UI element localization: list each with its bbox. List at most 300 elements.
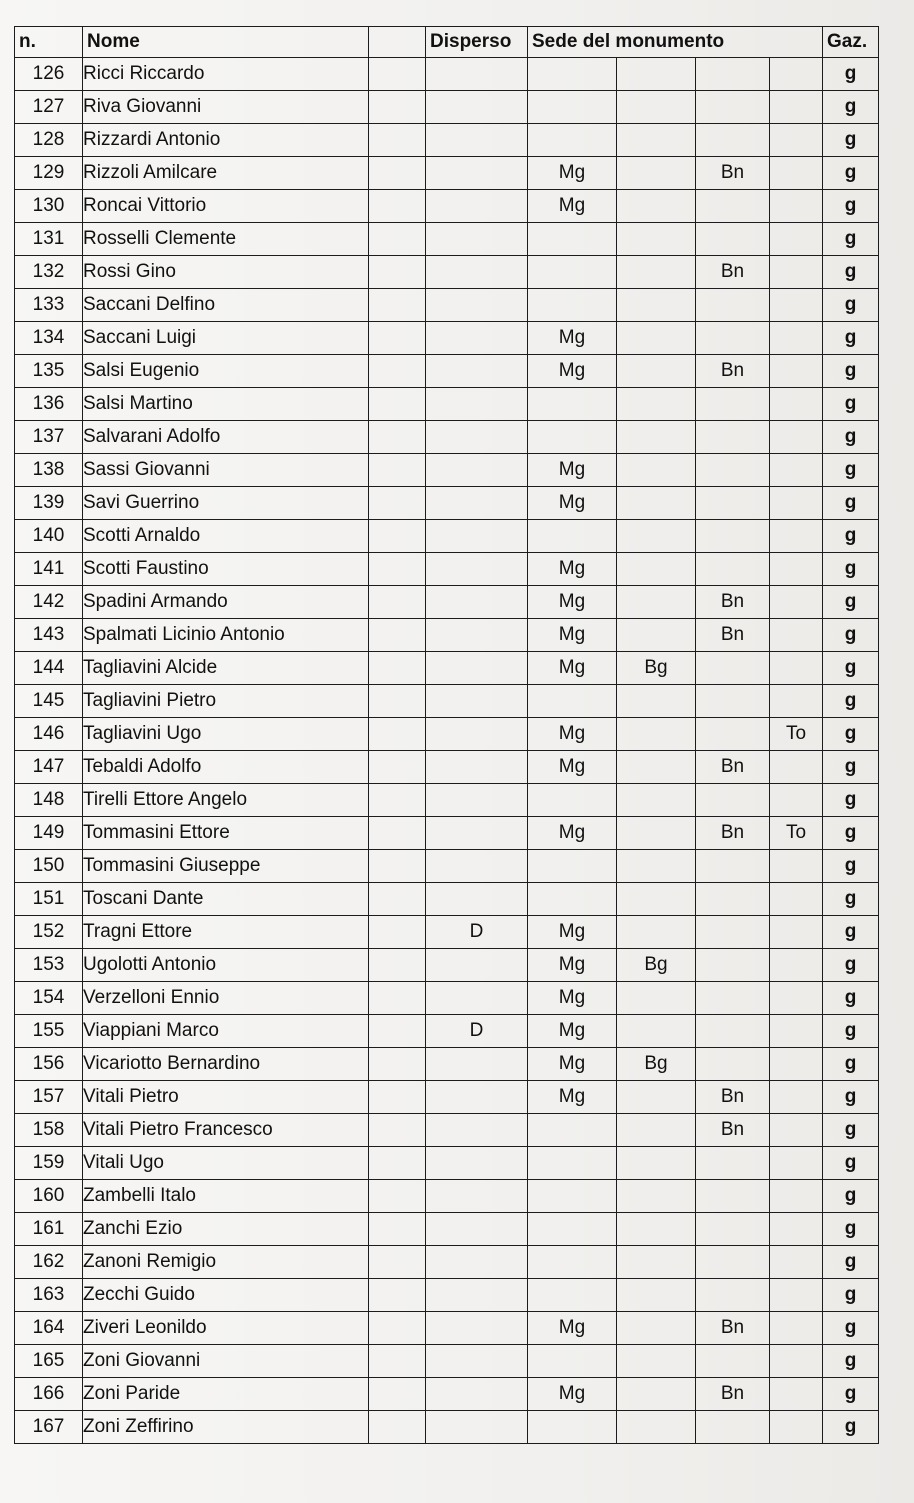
cell-number: 167 [15,1411,83,1444]
cell-blank [369,1147,426,1180]
cell-number: 161 [15,1213,83,1246]
cell-sede-to [770,883,823,916]
cell-blank [369,1246,426,1279]
cell-disperso [426,1081,528,1114]
cell-sede-bg: Bg [617,949,696,982]
cell-gaz: g [823,1180,879,1213]
cell-sede-bg [617,91,696,124]
cell-blank [369,355,426,388]
cell-name: Zecchi Guido [83,1279,369,1312]
cell-gaz: g [823,1213,879,1246]
cell-number: 158 [15,1114,83,1147]
table-row [15,1279,879,1312]
cell-disperso [426,1279,528,1312]
cell-number: 131 [15,223,83,256]
cell-sede-to [770,553,823,586]
cell-gaz: g [823,1345,879,1378]
cell-sede-bn [696,652,770,685]
cell-sede-bg [617,520,696,553]
cell-blank [369,685,426,718]
cell-gaz: g [823,586,879,619]
cell-sede-bn [696,1180,770,1213]
cell-blank [369,982,426,1015]
cell-gaz: g [823,916,879,949]
cell-sede-to [770,1378,823,1411]
cell-sede-mg: Mg [528,916,617,949]
cell-blank [369,1279,426,1312]
cell-disperso [426,1048,528,1081]
cell-number: 140 [15,520,83,553]
cell-sede-bn [696,1411,770,1444]
cell-number: 160 [15,1180,83,1213]
cell-sede-mg: Mg [528,190,617,223]
table-row [15,421,879,454]
cell-sede-bg [617,1378,696,1411]
cell-blank [369,1180,426,1213]
cell-name: Scotti Faustino [83,553,369,586]
cell-blank [369,1081,426,1114]
cell-gaz: g [823,1147,879,1180]
cell-sede-mg [528,223,617,256]
cell-blank [369,520,426,553]
cell-blank [369,916,426,949]
cell-sede-bn: Bn [696,817,770,850]
cell-sede-mg: Mg [528,949,617,982]
cell-sede-bn [696,1147,770,1180]
cell-sede-to [770,322,823,355]
cell-sede-to: To [770,718,823,751]
cell-gaz: g [823,619,879,652]
cell-sede-bn [696,1048,770,1081]
cell-sede-to [770,850,823,883]
cell-gaz: g [823,1246,879,1279]
table-row [15,1081,879,1114]
cell-blank [369,652,426,685]
cell-gaz: g [823,751,879,784]
cell-sede-mg: Mg [528,355,617,388]
cell-gaz: g [823,784,879,817]
cell-disperso [426,322,528,355]
table-row [15,1312,879,1345]
cell-gaz: g [823,1048,879,1081]
table-row [15,850,879,883]
cell-blank [369,1048,426,1081]
cell-gaz: g [823,124,879,157]
cell-sede-bg [617,1345,696,1378]
table-row [15,322,879,355]
table-row [15,652,879,685]
cell-disperso [426,355,528,388]
cell-number: 148 [15,784,83,817]
cell-name: Toscani Dante [83,883,369,916]
cell-sede-bg [617,817,696,850]
cell-number: 143 [15,619,83,652]
cell-sede-bn: Bn [696,1114,770,1147]
cell-sede-to [770,685,823,718]
table-row [15,256,879,289]
table-row [15,58,879,91]
cell-sede-mg: Mg [528,1312,617,1345]
cell-number: 128 [15,124,83,157]
header-disperso: Disperso [426,27,528,58]
cell-blank [369,1114,426,1147]
cell-sede-bg [617,223,696,256]
cell-blank [369,949,426,982]
cell-sede-to [770,223,823,256]
cell-sede-to [770,58,823,91]
cell-gaz: g [823,1081,879,1114]
table-row [15,1015,879,1048]
cell-sede-bn [696,949,770,982]
table-row [15,1345,879,1378]
cell-number: 127 [15,91,83,124]
cell-disperso [426,91,528,124]
cell-name: Tagliavini Pietro [83,685,369,718]
table-row [15,1114,879,1147]
cell-disperso [426,949,528,982]
cell-name: Vitali Pietro Francesco [83,1114,369,1147]
cell-sede-bn: Bn [696,355,770,388]
cell-sede-bn [696,58,770,91]
cell-sede-bg [617,1114,696,1147]
cell-number: 157 [15,1081,83,1114]
cell-name: Sassi Giovanni [83,454,369,487]
cell-sede-bg [617,1312,696,1345]
cell-sede-bg [617,916,696,949]
cell-sede-to [770,1246,823,1279]
cell-gaz: g [823,520,879,553]
cell-sede-mg [528,685,617,718]
cell-sede-to [770,388,823,421]
cell-gaz: g [823,982,879,1015]
cell-sede-to [770,1015,823,1048]
header-name: Nome [83,27,369,58]
cell-disperso [426,454,528,487]
cell-sede-bg [617,1147,696,1180]
cell-blank [369,619,426,652]
cell-number: 153 [15,949,83,982]
cell-gaz: g [823,58,879,91]
cell-name: Tebaldi Adolfo [83,751,369,784]
cell-number: 154 [15,982,83,1015]
cell-sede-mg: Mg [528,1378,617,1411]
cell-sede-mg: Mg [528,157,617,190]
cell-sede-to [770,949,823,982]
cell-number: 133 [15,289,83,322]
cell-sede-to [770,652,823,685]
cell-number: 166 [15,1378,83,1411]
cell-name: Tagliavini Ugo [83,718,369,751]
cell-blank [369,850,426,883]
cell-number: 126 [15,58,83,91]
cell-blank [369,1378,426,1411]
table-row [15,982,879,1015]
cell-blank [369,157,426,190]
cell-blank [369,388,426,421]
cell-gaz: g [823,553,879,586]
cell-sede-mg [528,91,617,124]
cell-sede-mg: Mg [528,1081,617,1114]
cell-name: Scotti Arnaldo [83,520,369,553]
cell-gaz: g [823,289,879,322]
cell-sede-bg [617,58,696,91]
cell-number: 145 [15,685,83,718]
cell-name: Spalmati Licinio Antonio [83,619,369,652]
cell-sede-bn: Bn [696,1081,770,1114]
cell-name: Spadini Armando [83,586,369,619]
cell-sede-bg [617,784,696,817]
cell-sede-to [770,1411,823,1444]
cell-sede-to [770,982,823,1015]
cell-number: 136 [15,388,83,421]
cell-sede-mg: Mg [528,1048,617,1081]
cell-gaz: g [823,1411,879,1444]
cell-name: Zanoni Remigio [83,1246,369,1279]
cell-sede-bg [617,619,696,652]
cell-blank [369,784,426,817]
cell-sede-to [770,157,823,190]
cell-sede-bn [696,1246,770,1279]
cell-sede-mg: Mg [528,982,617,1015]
cell-disperso [426,751,528,784]
header-sede-monumento: Sede del monumento [528,27,823,58]
cell-number: 138 [15,454,83,487]
cell-gaz: g [823,355,879,388]
table-row [15,520,879,553]
cell-number: 130 [15,190,83,223]
cell-blank [369,553,426,586]
cell-disperso [426,190,528,223]
table-row [15,1378,879,1411]
cell-sede-bn [696,850,770,883]
cell-blank [369,58,426,91]
cell-sede-bg [617,1180,696,1213]
cell-sede-mg [528,1114,617,1147]
table-row [15,1180,879,1213]
cell-sede-mg [528,1180,617,1213]
cell-name: Salvarani Adolfo [83,421,369,454]
cell-sede-bg [617,289,696,322]
cell-sede-bg [617,1279,696,1312]
cell-name: Savi Guerrino [83,487,369,520]
cell-sede-to [770,1081,823,1114]
cell-sede-bg [617,850,696,883]
cell-name: Zambelli Italo [83,1180,369,1213]
cell-sede-bg [617,190,696,223]
cell-gaz: g [823,1114,879,1147]
table-row [15,1048,879,1081]
cell-sede-bn: Bn [696,586,770,619]
header-blank [369,27,426,58]
table-row [15,1411,879,1444]
cell-sede-bn: Bn [696,619,770,652]
cell-sede-mg: Mg [528,652,617,685]
header-number: n. [15,27,83,58]
cell-sede-bn: Bn [696,1312,770,1345]
cell-gaz: g [823,421,879,454]
cell-name: Ugolotti Antonio [83,949,369,982]
cell-number: 163 [15,1279,83,1312]
cell-number: 155 [15,1015,83,1048]
cell-number: 156 [15,1048,83,1081]
table-row [15,454,879,487]
cell-name: Vicariotto Bernardino [83,1048,369,1081]
cell-disperso [426,883,528,916]
cell-sede-mg [528,850,617,883]
cell-gaz: g [823,223,879,256]
cell-disperso [426,1345,528,1378]
register-table [14,26,879,1444]
cell-gaz: g [823,322,879,355]
cell-sede-bn [696,388,770,421]
table-row [15,1213,879,1246]
cell-gaz: g [823,817,879,850]
cell-sede-to [770,124,823,157]
cell-name: Saccani Luigi [83,322,369,355]
cell-blank [369,586,426,619]
cell-sede-bn [696,718,770,751]
cell-sede-bg [617,718,696,751]
table-row [15,883,879,916]
cell-sede-to [770,751,823,784]
cell-sede-bg [617,1015,696,1048]
cell-sede-bg [617,355,696,388]
cell-disperso [426,1147,528,1180]
cell-sede-bn [696,916,770,949]
cell-sede-bg: Bg [617,1048,696,1081]
cell-sede-mg: Mg [528,586,617,619]
cell-sede-bg [617,751,696,784]
cell-sede-mg [528,58,617,91]
cell-sede-mg [528,1411,617,1444]
cell-number: 165 [15,1345,83,1378]
cell-sede-to [770,520,823,553]
cell-sede-bg [617,157,696,190]
cell-number: 146 [15,718,83,751]
table-row [15,553,879,586]
cell-blank [369,883,426,916]
cell-blank [369,1213,426,1246]
cell-sede-to [770,256,823,289]
cell-blank [369,124,426,157]
table-row [15,355,879,388]
cell-sede-mg [528,256,617,289]
cell-sede-bn [696,1345,770,1378]
table-row [15,487,879,520]
cell-name: Tommasini Ettore [83,817,369,850]
cell-blank [369,190,426,223]
cell-number: 144 [15,652,83,685]
cell-disperso [426,124,528,157]
cell-sede-bn [696,1213,770,1246]
cell-name: Vitali Ugo [83,1147,369,1180]
cell-sede-mg [528,124,617,157]
cell-sede-bn: Bn [696,256,770,289]
cell-disperso [426,1180,528,1213]
cell-blank [369,322,426,355]
cell-number: 134 [15,322,83,355]
cell-sede-to [770,289,823,322]
cell-disperso [426,1378,528,1411]
cell-sede-bn: Bn [696,157,770,190]
cell-sede-mg [528,1345,617,1378]
cell-gaz: g [823,157,879,190]
cell-sede-bn [696,553,770,586]
cell-sede-mg [528,784,617,817]
cell-name: Salsi Eugenio [83,355,369,388]
cell-disperso [426,652,528,685]
cell-sede-bg [617,553,696,586]
table-row [15,784,879,817]
table-body [15,58,879,1444]
table-row [15,586,879,619]
table-row [15,685,879,718]
cell-sede-bn [696,982,770,1015]
cell-number: 164 [15,1312,83,1345]
cell-sede-bg [617,685,696,718]
cell-sede-bg [617,487,696,520]
table-row [15,91,879,124]
cell-sede-bn [696,322,770,355]
cell-sede-to [770,190,823,223]
header-row [15,27,879,58]
cell-number: 141 [15,553,83,586]
cell-number: 132 [15,256,83,289]
table-row [15,223,879,256]
cell-sede-mg [528,1213,617,1246]
table-row [15,817,879,850]
cell-disperso [426,718,528,751]
cell-sede-bn [696,1279,770,1312]
cell-sede-bn [696,784,770,817]
cell-name: Saccani Delfino [83,289,369,322]
cell-sede-bg [617,1081,696,1114]
cell-sede-bn [696,91,770,124]
cell-sede-to [770,1213,823,1246]
cell-disperso [426,685,528,718]
table-row [15,916,879,949]
cell-number: 129 [15,157,83,190]
cell-disperso [426,553,528,586]
cell-blank [369,1015,426,1048]
cell-sede-mg [528,1147,617,1180]
cell-sede-mg: Mg [528,718,617,751]
cell-name: Zoni Giovanni [83,1345,369,1378]
cell-sede-bn [696,124,770,157]
cell-gaz: g [823,388,879,421]
cell-blank [369,454,426,487]
cell-sede-mg: Mg [528,619,617,652]
cell-disperso [426,619,528,652]
cell-disperso [426,850,528,883]
cell-sede-bn [696,190,770,223]
cell-name: Rizzardi Antonio [83,124,369,157]
table-row [15,949,879,982]
table-row [15,751,879,784]
cell-sede-mg [528,520,617,553]
cell-sede-to [770,1147,823,1180]
cell-sede-bg: Bg [617,652,696,685]
cell-gaz: g [823,883,879,916]
cell-gaz: g [823,1312,879,1345]
cell-sede-mg: Mg [528,454,617,487]
cell-gaz: g [823,487,879,520]
cell-name: Zoni Paride [83,1378,369,1411]
cell-sede-mg: Mg [528,553,617,586]
cell-sede-bg [617,883,696,916]
cell-sede-to [770,487,823,520]
cell-blank [369,256,426,289]
